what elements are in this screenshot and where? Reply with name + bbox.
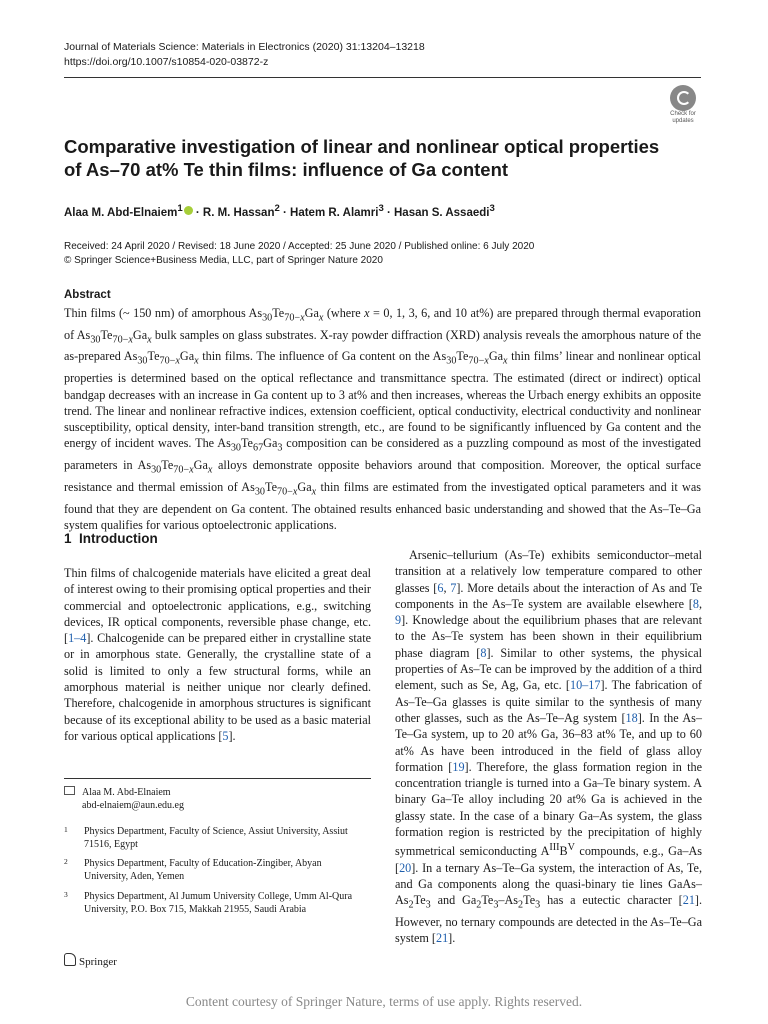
- author-affil-sup: 1: [177, 203, 183, 214]
- doi-link[interactable]: https://doi.org/10.1007/s10854-020-03872-z: [64, 56, 269, 68]
- citation-link[interactable]: 9: [395, 613, 402, 628]
- copyright-line: © Springer Science+Business Media, LLC, part of Springer Nature 2020: [64, 255, 383, 266]
- citation-link[interactable]: 10–17: [569, 678, 601, 693]
- crossmark-badge[interactable]: [664, 85, 702, 123]
- citation-link[interactable]: 21: [435, 931, 449, 946]
- corresponding-name: Alaa M. Abd-Elnaiem: [82, 787, 171, 798]
- citation-link[interactable]: 1–4: [68, 631, 87, 646]
- intro-paragraph-2: Arsenic–tellurium (As–Te) exhibits semiconductor–metal transition at a relatively low temperature compared to other glasses [6, 7]. More details about the interaction of As and Te components in the As–Te system are available elsewhere [8, 9]. Knowledge about the equilibrium phases that are relevant to the As–Te system has been shown in their equilibrium phase diagram [8]. Similar to other systems, the physical properties of As–Te can be improved by the addition of a third element, such as Se, Ag, Ga, etc. [10–17]. The fabrication of As–Te–Ga glasses is quite similar to the synthesis of many other glasses, such as the As–Te–Ag system [18]. In the As–Te–Ga system, up to 20 at% Ga, 36–83 at% Te, and up to 60 at% As have been introduced in the field of glass alloy formation [19]. Therefore, the glass formation region in the concentration triangle is turned into a Ga–Te binary system. A binary Ga–Te alloy including 20 at% Ga is achieved in the glassy state. In the case of a binary Ga–As system, the glass formation region is restricted by the precipitation of highly symmetrical semiconducting $A^{III}B^V$ compounds, e.g., Ga–As [20]. In a ternary As–Te–Ga system, the interaction of As, Te, and Ga components along the quasi-binary tie lines GaAs–$As_2Te_3$ and $Ga_2Te_3-As_2Te_3$ has a eutectic character [21]. However, no ternary compounds are detected in the As–Te–Ga system [21].: [395, 548, 703, 946]
- author-name[interactable]: Alaa M. Abd-Elnaiem: [64, 206, 178, 219]
- journal-citation: Journal of Materials Science: Materials in Electronics (2020) 31:13204–13218: [64, 41, 425, 53]
- article-title: Comparative investigation of linear and nonlinear optical properties of As–70 at% Te thin films: influence of Ga content: [64, 136, 660, 180]
- citation-link[interactable]: 8: [692, 596, 699, 611]
- citation-link[interactable]: 5: [222, 728, 229, 743]
- affiliation-3: 3 Physics Department, Al Jumum University College, Umm Al-Qura University, P.O. Box 715, Makkah 21955, Saudi Arabia: [64, 890, 353, 915]
- affiliation-1: 1 Physics Department, Faculty of Science, Assiut University, Assiut 71516, Egypt: [64, 825, 348, 850]
- author-name[interactable]: Hatem R. Alamri: [290, 206, 379, 219]
- citation-link[interactable]: 21: [682, 893, 695, 908]
- abstract-body: Thin films (~ 150 nm) of amorphous $As_{30}Te_{70-x}Ga_x$ (where x = 0, 1, 3, 6, and 10 at%) are prepared through thermal evaporation of $As_{30}Te_{70-x}Ga_x$ bulk samples on glass substrates. X-ray powder diffraction (XRD) analysis reveals the amorphous nature of the as-prepared $As_{30}Te_{70-x}Ga_x$ thin films. The influence of Ga content on the $As_{30}Te_{70-x}Ga_x$ thin films’ linear and nonlinear optical properties is determined based on the optical reflectance and transmittance spectra. The estimated (direct or indirect) optical bandgap decreases with an increase in Ga content up to 3 at% and then increases, whereas the Urbach energy exhibits an opposite trend. The linear and nonlinear refractive indices, extension coefficient, optical conductivity, electrical conductivity and nonlinear susceptibility, optical density, inter-band transition strength, etc., are found to be significantly influenced by Ga content and the energy of incident waves. The $As_{30}Te_{67}Ga_3$ composition can be considered as a puzzling compound as most of the investigated parameters in $As_{30}Te_{70-x}Ga_x$ alloys demonstrate opposite behaviors around that composition. Moreover, the optical surface resistance and thermal emission of $As_{30}Te_{70-x}Ga_x$ thin films are estimated from the investigated optical parameters and it was found that they are dependent on Ga content. The obtained results enhanced basic understanding and showed that the As–Te–Ga system qualifies for various optoelectronic applications.: [64, 306, 701, 532]
- author-name[interactable]: R. M. Hassan: [202, 206, 275, 219]
- springer-horse-icon: [64, 953, 76, 966]
- journal-header: [64, 40, 425, 70]
- affiliation-2: 2 Physics Department, Faculty of Education-Zingiber, Abyan University, Aden, Yemen: [64, 857, 322, 882]
- section-number: 1: [64, 531, 72, 546]
- intro-paragraph-1: Thin films of chalcogenide materials have elicited a great deal of interest owing to their promising optical properties and their commercial and optoelectronic applications, e.g., switching devices, IR optical components, reversible phase change, etc. [1–4]. Chalcogenide can be prepared either in crystalline state or in amorphous state. Generally, the crystalline state of a solid is limited to only a few structural forms, while an amorphous material is neither unique nor clearly defined. Therefore, chalcogenide in amorphous structures is significant because of its exceptional ability to be used as a basic material for various optical applications [5].: [64, 566, 371, 743]
- envelope-icon: [64, 786, 75, 795]
- citation-link[interactable]: 20: [399, 860, 412, 875]
- section-heading-introduction: [64, 531, 158, 546]
- citation-link[interactable]: 6: [437, 580, 444, 595]
- author-name[interactable]: Hasan S. Assaedi: [394, 206, 490, 219]
- crossmark-icon: [670, 85, 696, 111]
- citation-link[interactable]: 19: [452, 759, 465, 774]
- publisher-logo: Springer: [64, 953, 117, 968]
- citation-link[interactable]: 8: [480, 645, 487, 660]
- citation-link[interactable]: 7: [450, 580, 457, 595]
- crossmark-label: Check for updates: [670, 111, 696, 124]
- orcid-icon[interactable]: [184, 206, 193, 215]
- publication-dates: [64, 240, 534, 268]
- author-list: Alaa M. Abd-Elnaiem$^1$ · R. M. Hassan$^2$ · Hatem R. Alamri$^3$ · Hasan S. Assaedi$^3$: [64, 203, 495, 219]
- footnote-rule: [64, 778, 371, 779]
- author-affil-sup: 3: [378, 203, 384, 214]
- author-affil-sup: 2: [274, 203, 280, 214]
- header-rule: [64, 77, 701, 78]
- author-affil-sup: 3: [489, 203, 495, 214]
- corresponding-author: [64, 786, 184, 812]
- abstract-heading: Abstract: [64, 289, 111, 301]
- courtesy-notice: Content courtesy of Springer Nature, terms of use apply. Rights reserved.: [185, 994, 583, 1009]
- corresponding-email[interactable]: abd-elnaiem@aun.edu.eg: [82, 800, 184, 811]
- history-dates: Received: 24 April 2020 / Revised: 18 June 2020 / Accepted: 25 June 2020 / Published online: 6 July 2020: [64, 241, 535, 252]
- citation-link[interactable]: 18: [625, 710, 638, 725]
- section-title: Introduction: [79, 531, 158, 546]
